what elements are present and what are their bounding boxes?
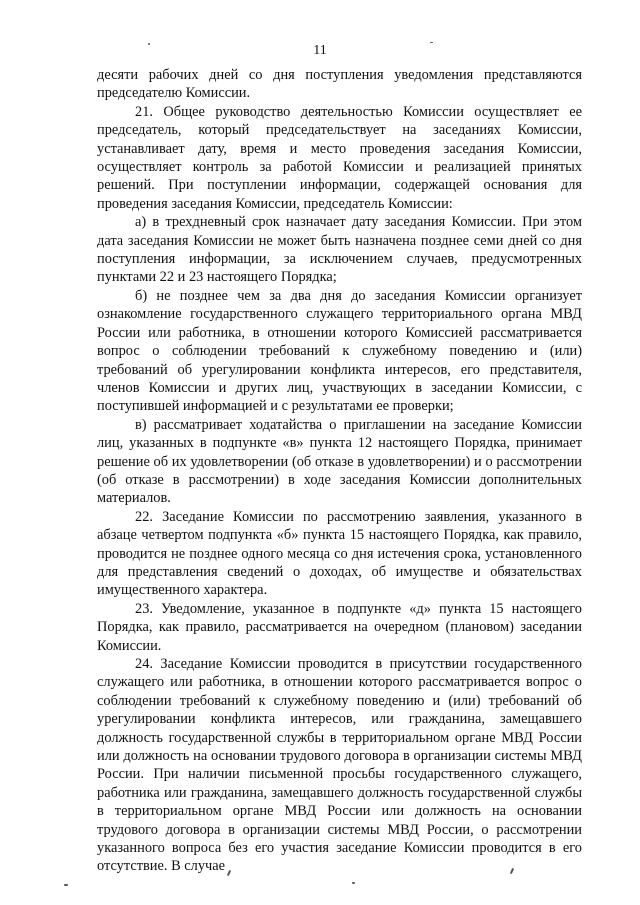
scan-speck bbox=[64, 884, 68, 886]
paragraph-21: 21. Общее руководство деятельностью Комиссии осуществляет ее председатель, который председательствует на заседаниях Комиссии, устанавливает дату, время и место проведения заседания Комиссии, осуществляет контроль за работой Комиссии и реализацией принятых решений. При поступлении информации, содержащей основания для проведения заседания Комиссии, председатель Комиссии: bbox=[97, 103, 582, 212]
scan-speck bbox=[352, 882, 355, 884]
paragraph-21-v: в) рассматривает ходатайства о приглашении на заседание Комиссии лиц, указанных в подпункте «в» пункта 12 настоящего Порядка, принимает решение об их удовлетворении (об отказе в удовлетворении) и о рассмотрении (об отказе в рассмотрении) в ходе заседания Комиссии дополнительных материалов. bbox=[97, 416, 582, 507]
paragraph-21-a: а) в трехдневный срок назначает дату заседания Комиссии. При этом дата заседания Комиссии не может быть назначена позднее семи дней со дня поступления информации, за исключением случаев, предусмотренных пунктами 22 и 23 настоящего Порядка; bbox=[97, 214, 582, 286]
paragraph-24: 24. Заседание Комиссии проводится в присутствии государственного служащего или работника, в отношении которого рассматривается вопрос о соблюдении требований к служебному поведению и (или) требований об урегулировании конфликта интересов, или гражданина, замещавшего должность государственной службы в территориальном органе МВД России или должность на основании трудового договора в организации системы МВД России. При наличии письменной просьбы государственного служащего, работника или гражданина, замещавшего должность государственной службы в территориальном органе МВД России или должность на основании трудового договора в организации системы МВД России, о рассмотрении указанного вопроса без его участия заседание Комиссии проводится в его отсутствие. В случае bbox=[97, 656, 582, 875]
paragraph-23: 23. Уведомление, указанное в подпункте «д» пункта 15 настоящего Порядка, как правило, рассматривается на очередном (плановом) заседании Комиссии. bbox=[97, 600, 582, 654]
document-body bbox=[97, 66, 582, 876]
paragraph-22: 22. Заседание Комиссии по рассмотрению заявления, указанного в абзаце четвертом подпункта «б» пункта 15 настоящего Порядка, как правило, проводится не позднее одного месяца со дня истечения срока, установленного для представления сведений о доходах, об имуществе и обязательствах имущественного характера. bbox=[97, 508, 582, 599]
paragraph-continuation: десяти рабочих дней со дня поступления уведомления представляются председателю Комиссии. bbox=[97, 67, 582, 102]
page-number: 11 bbox=[313, 43, 327, 58]
paragraph-21-b: б) не позднее чем за два дня до заседания Комиссии организует ознакомление государственного служащего территориального органа МВД России или работника, в отношении которого Комиссией рассматривается вопрос о соблюдении требований к служебному поведению и (или) требований об урегулировании конфликта интересов, его представителя, членов Комиссии и других лиц, участвующих в заседании Комиссии, с поступившей информацией и с результатами ее проверки; bbox=[97, 287, 582, 415]
